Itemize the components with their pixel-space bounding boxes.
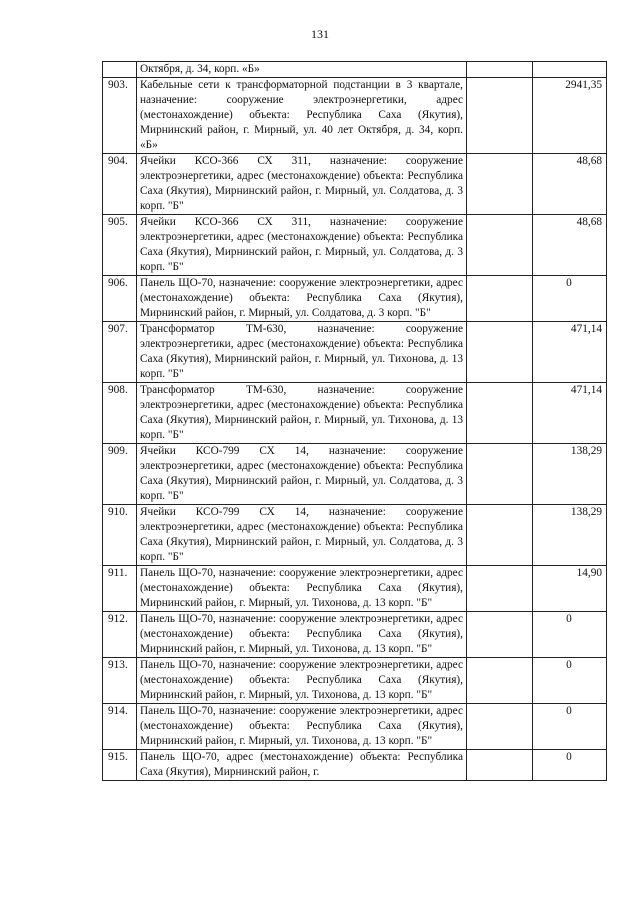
- description-cell: Трансформатор ТМ-630, назначение: сооружение электроэнергетики, адрес (местонахождение) объекта: Республика Саха (Якутия), Мирнинский район, г. Мирный, ул. Тихонова, д. 13 корп. "Б": [137, 322, 467, 383]
- table-row: [103, 750, 607, 781]
- page-number: 131: [311, 27, 329, 41]
- value-cell: 138,29: [533, 444, 607, 505]
- empty-cell: [467, 322, 533, 383]
- table-body: [103, 62, 607, 781]
- row-number-cell: 908.: [103, 383, 137, 444]
- empty-cell: [467, 154, 533, 215]
- value-cell: 2941,35: [533, 78, 607, 154]
- empty-cell: [467, 704, 533, 750]
- table-row: [103, 276, 607, 322]
- empty-cell: [467, 658, 533, 704]
- description-cell: Ячейки КСО-366 СХ 311, назначение: сооружение электроэнергетики, адрес (местонахождение) объекта: Республика Саха (Якутия), Мирнинский район, г. Мирный, ул. Солдатова, д. 3 корп. "Б": [137, 154, 467, 215]
- table-row: [103, 505, 607, 566]
- row-number-cell: 906.: [103, 276, 137, 322]
- value-cell: 48,68: [533, 215, 607, 276]
- row-number-cell: 903.: [103, 78, 137, 154]
- table-row: [103, 215, 607, 276]
- value-cell: 14,90: [533, 566, 607, 612]
- description-cell: Ячейки КСО-366 СХ 311, назначение: сооружение электроэнергетики, адрес (местонахождение) объекта: Республика Саха (Якутия), Мирнинский район, г. Мирный, ул. Солдатова, д. 3 корп. "Б": [137, 215, 467, 276]
- value-cell: 48,68: [533, 154, 607, 215]
- empty-cell: [467, 750, 533, 781]
- empty-cell: [467, 505, 533, 566]
- empty-cell: [467, 444, 533, 505]
- description-cell: Панель ЩО-70, назначение: сооружение электроэнергетики, адрес (местонахождение) объекта: Республика Саха (Якутия), Мирнинский район, г. Мирный, ул. Тихонова, д. 13 корп. "Б": [137, 612, 467, 658]
- table-row: [103, 704, 607, 750]
- value-cell: 0: [533, 750, 607, 781]
- value-cell: 0: [533, 704, 607, 750]
- description-cell: Трансформатор ТМ-630, назначение: сооружение электроэнергетики, адрес (местонахождение) объекта: Республика Саха (Якутия), Мирнинский район, г. Мирный, ул. Тихонова, д. 13 корп. "Б": [137, 383, 467, 444]
- table-row: [103, 658, 607, 704]
- row-number-cell: 910.: [103, 505, 137, 566]
- row-number-cell: 904.: [103, 154, 137, 215]
- value-cell: 0: [533, 612, 607, 658]
- row-number-cell: 911.: [103, 566, 137, 612]
- row-number-cell: 915.: [103, 750, 137, 781]
- description-cell: Панель ЩО-70, адрес (местонахождение) объекта: Республика Саха (Якутия), Мирнинский район, г.: [137, 750, 467, 781]
- description-cell: Панель ЩО-70, назначение: сооружение электроэнергетики, адрес (местонахождение) объекта: Республика Саха (Якутия), Мирнинский район, г. Мирный, ул. Тихонова, д. 13 корп. "Б": [137, 658, 467, 704]
- description-cell: Октября, д. 34, корп. «Б»: [137, 62, 467, 78]
- table-row: [103, 154, 607, 215]
- table-row: [103, 322, 607, 383]
- table-row: [103, 78, 607, 154]
- row-number-cell: 905.: [103, 215, 137, 276]
- property-table: [102, 61, 607, 781]
- table-row: [103, 383, 607, 444]
- value-cell: 138,29: [533, 505, 607, 566]
- value-cell: [533, 62, 607, 78]
- table-row: [103, 566, 607, 612]
- table-row: [103, 444, 607, 505]
- row-number-cell: [103, 62, 137, 78]
- empty-cell: [467, 566, 533, 612]
- value-cell: 471,14: [533, 322, 607, 383]
- description-cell: Панель ЩО-70, назначение: сооружение электроэнергетики, адрес (местонахождение) объекта: Республика Саха (Якутия), Мирнинский район, г. Мирный, ул. Тихонова, д. 13 корп. "Б": [137, 566, 467, 612]
- value-cell: 0: [533, 276, 607, 322]
- row-number-cell: 907.: [103, 322, 137, 383]
- table-row: [103, 612, 607, 658]
- description-cell: Кабельные сети к трансформаторной подстанции в 3 квартале, назначение: сооружение электроэнергетики, адрес (местонахождение) объекта: Республика Саха (Якутия), Мирнинский район, г. Мирный, ул. 40 лет Октября, д. 34, корп. «Б»: [137, 78, 467, 154]
- description-cell: Панель ЩО-70, назначение: сооружение электроэнергетики, адрес (местонахождение) объекта: Республика Саха (Якутия), Мирнинский район, г. Мирный, ул. Тихонова, д. 13 корп. "Б": [137, 704, 467, 750]
- empty-cell: [467, 78, 533, 154]
- row-number-cell: 913.: [103, 658, 137, 704]
- table-row: [103, 62, 607, 78]
- empty-cell: [467, 276, 533, 322]
- row-number-cell: 909.: [103, 444, 137, 505]
- row-number-cell: 914.: [103, 704, 137, 750]
- row-number-cell: 912.: [103, 612, 137, 658]
- empty-cell: [467, 62, 533, 78]
- description-cell: Ячейки КСО-799 СХ 14, назначение: сооружение электроэнергетики, адрес (местонахождение) объекта: Республика Саха (Якутия), Мирнинский район, г. Мирный, ул. Солдатова, д. 3 корп. "Б": [137, 505, 467, 566]
- empty-cell: [467, 215, 533, 276]
- description-cell: Панель ЩО-70, назначение: сооружение электроэнергетики, адрес (местонахождение) объекта: Республика Саха (Якутия), Мирнинский район, г. Мирный, ул. Солдатова, д. 3 корп. "Б": [137, 276, 467, 322]
- value-cell: 471,14: [533, 383, 607, 444]
- description-cell: Ячейки КСО-799 СХ 14, назначение: сооружение электроэнергетики, адрес (местонахождение) объекта: Республика Саха (Якутия), Мирнинский район, г. Мирный, ул. Солдатова, д. 3 корп. "Б": [137, 444, 467, 505]
- empty-cell: [467, 612, 533, 658]
- empty-cell: [467, 383, 533, 444]
- value-cell: 0: [533, 658, 607, 704]
